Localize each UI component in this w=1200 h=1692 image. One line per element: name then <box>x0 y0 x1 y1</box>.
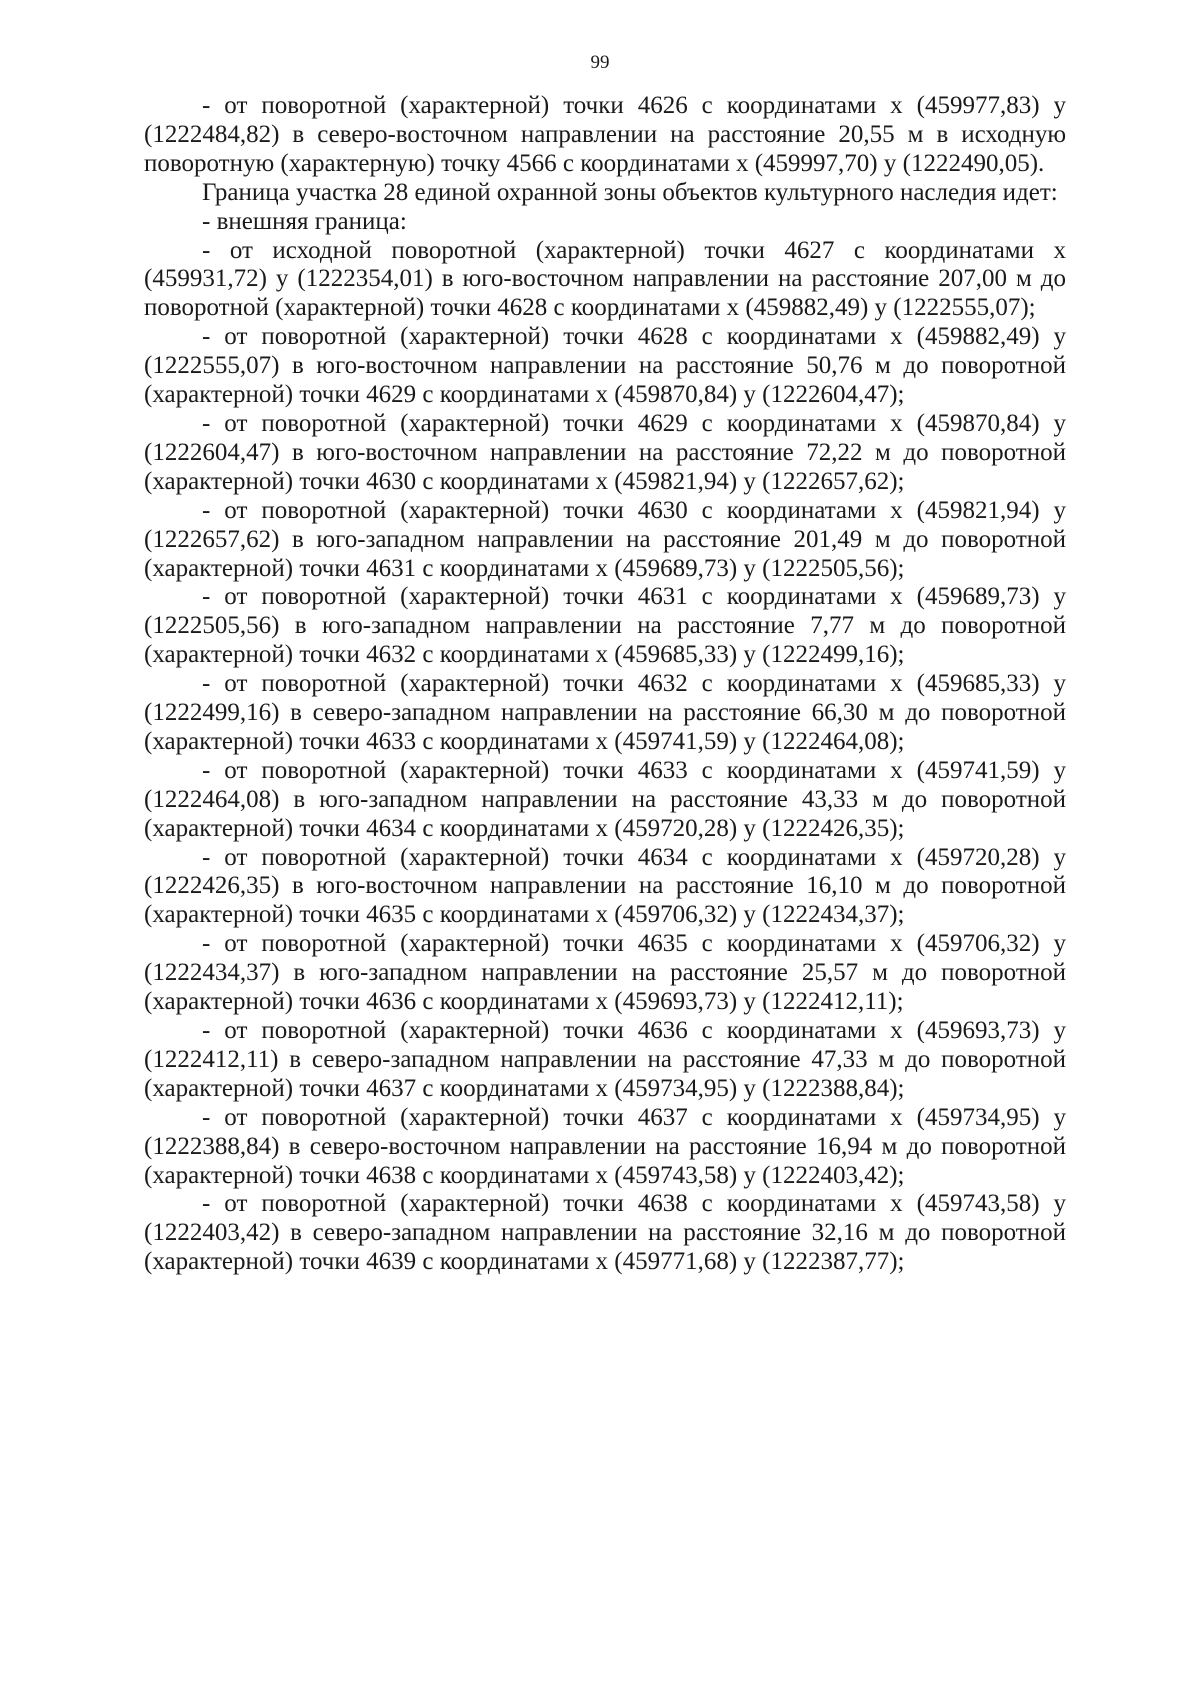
paragraph: - от поворотной (характерной) точки 4631 с координатами х (459689,73) у (1222505,56) в юго-западном направлении на расстояние 7,77 м до поворотной (характерной) точки 4632 с координатами х (459685,33) у (1222499,16); <box>144 583 1066 669</box>
document-body <box>144 92 1066 1277</box>
paragraph: - от поворотной (характерной) точки 4630 с координатами х (459821,94) у (1222657,62) в юго-западном направлении на расстояние 201,49 м до поворотной (характерной) точки 4631 с координатами х (459689,73) у (1222505,56); <box>144 496 1066 582</box>
paragraph: - от поворотной (характерной) точки 4629 с координатами х (459870,84) у (1222604,47) в юго-восточном направлении на расстояние 72,22 м до поворотной (характерной) точки 4630 с координатами х (459821,94) у (1222657,62); <box>144 409 1066 495</box>
paragraph: - от поворотной (характерной) точки 4638 с координатами х (459743,58) у (1222403,42) в северо-западном направлении на расстояние 32,16 м до поворотной (характерной) точки 4639 с координатами х (459771,68) у (1222387,77); <box>144 1190 1066 1276</box>
paragraph: - от поворотной (характерной) точки 4637 с координатами х (459734,95) у (1222388,84) в северо-восточном направлении на расстояние 16,94 м до поворотной (характерной) точки 4638 с координатами х (459743,58) у (1222403,42); <box>144 1103 1066 1189</box>
paragraph: - от поворотной (характерной) точки 4636 с координатами х (459693,73) у (1222412,11) в северо-западном направлении на расстояние 47,33 м до поворотной (характерной) точки 4637 с координатами х (459734,95) у (1222388,84); <box>144 1017 1066 1102</box>
page-number: 99 <box>590 52 610 73</box>
paragraph: Граница участка 28 единой охранной зоны объектов культурного наследия идет: <box>202 178 1058 206</box>
paragraph: - от поворотной (характерной) точки 4628 с координатами х (459882,49) у (1222555,07) в юго-восточном направлении на расстояние 50,76 м до поворотной (характерной) точки 4629 с координатами х (459870,84) у (1222604,47); <box>144 323 1066 409</box>
paragraph: - от поворотной (характерной) точки 4635 с координатами х (459706,32) у (1222434,37) в юго-западном направлении на расстояние 25,57 м до поворотной (характерной) точки 4636 с координатами х (459693,73) у (1222412,11); <box>144 930 1066 1016</box>
paragraph: - от поворотной (характерной) точки 4634 с координатами х (459720,28) у (1222426,35) в юго-восточном направлении на расстояние 16,10 м до поворотной (характерной) точки 4635 с координатами х (459706,32) у (1222434,37); <box>144 843 1066 929</box>
paragraph: - от исходной поворотной (характерной) точки 4627 с координатами х (459931,72) у (1222354,01) в юго-восточном направлении на расстояние 207,00 м до поворотной (характерной) точки 4628 с координатами х (459882,49) у (1222555,07); <box>144 236 1066 322</box>
paragraph: - от поворотной (характерной) точки 4632 с координатами х (459685,33) у (1222499,16) в северо-западном направлении на расстояние 66,30 м до поворотной (характерной) точки 4633 с координатами х (459741,59) у (1222464,08); <box>144 670 1066 755</box>
paragraph: - от поворотной (характерной) точки 4633 с координатами х (459741,59) у (1222464,08) в юго-западном направлении на расстояние 43,33 м до поворотной (характерной) точки 4634 с координатами х (459720,28) у (1222426,35); <box>144 756 1066 842</box>
paragraph: - от поворотной (характерной) точки 4626 с координатами х (459977,83) у (1222484,82) в северо-восточном направлении на расстояние 20,55 м в исходную поворотную (характерную) точку 4566 с координатами х (459997,70) у (1222490,05). <box>144 92 1066 177</box>
paragraph: - внешняя граница: <box>202 207 407 235</box>
